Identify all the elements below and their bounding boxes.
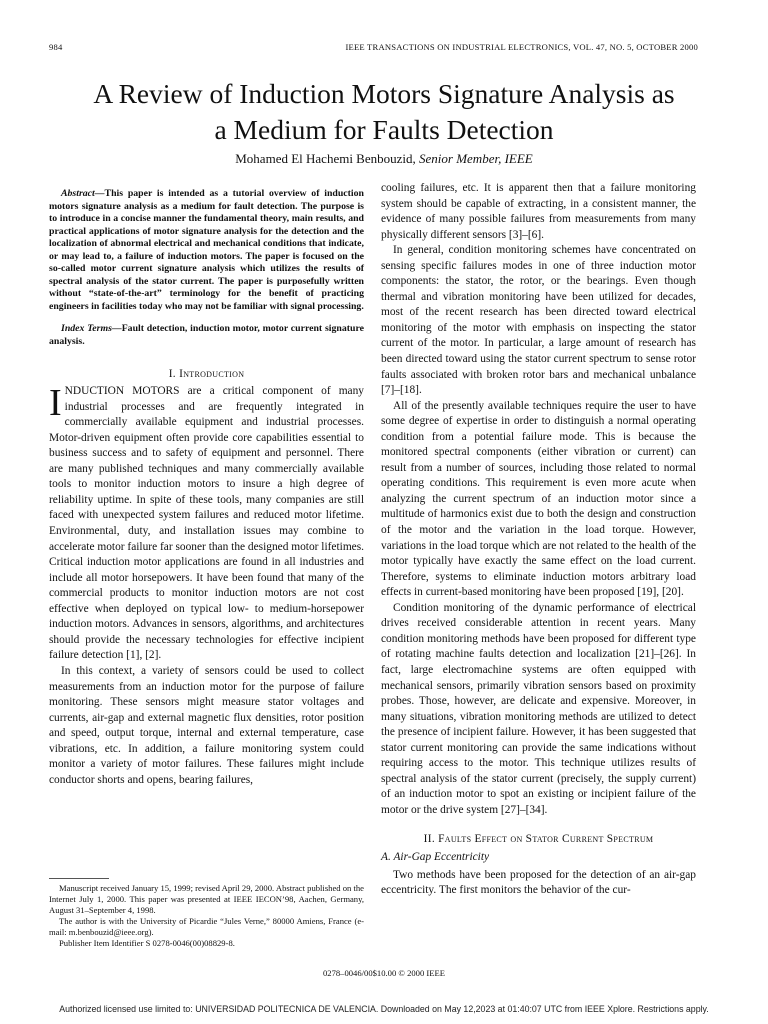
footnote-manuscript: Manuscript received January 15, 1999; revised April 29, 2000. Abstract published on the Internet July 1, 2000. This paper was presented at IEEE IECON’98, Aachen, Germany, August 31–September 4, 1998. bbox=[49, 883, 364, 915]
footnote-rule bbox=[49, 878, 109, 879]
right-column bbox=[381, 181, 696, 899]
footnote-author: The author is with the University of Picardie “Jules Verne,” 80000 Amiens, France (e-mail: m.benbouzid@ieee.org). bbox=[49, 915, 364, 937]
subsection-heading-air-gap: A. Air-Gap Eccentricity bbox=[381, 850, 490, 863]
intro-paragraph-1-text: are a critical component of many industrial processes and are frequently integrated in commercially available equipment and industrial processes. Motor-driven equipment often provide core capabilities essential to business success and to safety of equipment and personnel. There are many published techniques and many commercially available tools to monitor induction motors to insure a high degree of reliability uptime. In spite of these tools, many companies are still faced with unexpected system failures and reduced motor lifetime. Environmental, duty, and installation issues may combine to accelerate motor failure far sooner than the designed motor lifetimes. Critical induction motor applications are found in all industries and include all motor horsepowers. It have been found that many of the commercial products to monitor induction motors are not cost effective when deployed on typical low- to medium-horsepower induction motors. Advances in sensors, algorithms, and architectures should provide the necessary technologies for effective incipient failure detection [1], [2]. bbox=[49, 385, 365, 662]
intro-paragraph-2: In this context, a variety of sensors could be used to collect measurements from an induction motor for the purpose of failure monitoring. These sensors might measure stator voltages and currents, air-gap and external magnetic flux densities, rotor position and speed, output torque, internal and external temperature, case vibrations, etc. In addition, a failure monitoring system could monitor a variety of motor failures. These failures might include conductor shorts and opens, bearing failures, bbox=[49, 664, 364, 786]
right-paragraph-5: Two methods have been proposed for the detection of an air-gap eccentricity. The first monitors the behavior of the cur- bbox=[381, 868, 696, 897]
index-terms bbox=[49, 323, 364, 348]
title-line-2: a Medium for Faults Detection bbox=[214, 114, 554, 145]
title-line-1: A Review of Induction Motors Signature Analysis as bbox=[93, 78, 675, 109]
page-number: 984 bbox=[49, 42, 63, 52]
copyright-notice: 0278–0046/00$10.00 © 2000 IEEE bbox=[322, 968, 446, 978]
footnotes bbox=[49, 883, 364, 948]
author-line: Mohamed El Hachemi Benbouzid, Senior Member, IEEE bbox=[235, 151, 533, 166]
author-title: Senior Member, IEEE bbox=[419, 151, 533, 166]
section-heading-introduction: I. Introduction bbox=[168, 367, 245, 380]
journal-header: IEEE TRANSACTIONS ON INDUSTRIAL ELECTRONICS, VOL. 47, NO. 5, OCTOBER 2000 bbox=[345, 42, 698, 52]
index-terms-text: Fault detection, induction motor, motor current signature analysis. bbox=[49, 323, 364, 348]
footnote-publisher: Publisher Item Identifier S 0278-0046(00)08829-8. bbox=[59, 937, 235, 948]
right-paragraph-4: Condition monitoring of the dynamic performance of electrical drives received considerable attention in recent years. Many condition monitoring methods have been proposed for different type of rotating machine faults detection and localization [21]–[26]. In fact, large electromachine systems are often equipped with mechanical sensors, primarily vibration sensors based on proximity probes. Those, however, are delicate and expensive. Moreover, in many situations, vibration monitoring methods are utilized to detect the presence of incipient failure. However, it has been suggested that stator current monitoring can provide the same indications without requiring access to the motor. This technique utilizes results of spectral analysis of the stator current (precisely, the supply current) of an induction motor to spot an existing or incipient failure of the motor or the drive system [27]–[34]. bbox=[381, 601, 696, 816]
right-paragraph-1: cooling failures, etc. It is apparent then that a failure monitoring system should be capable of extracting, in a consistent manner, the evidence of many possible failures from measurements from many physically different sensors [3]–[6]. bbox=[381, 182, 696, 241]
abstract-text: This paper is intended as a tutorial overview of induction motors signature analysis as a medium for fault detection. The purpose is to introduce in a concise manner the fundamental theory, main results, and practical applications of motor signature analysis for the detection and the localization of abnormal electrical and mechanical conditions that indicate, or may lead to, a failure of induction motors. The paper is focused on the so-called motor current signature analysis which utilizes the results of spectral analysis of the stator current. The paper is purposefully written without “state-of-the-art” terminology for the benefit of practicing engineers in facilities today who may not be familiar with signal processing. bbox=[49, 188, 364, 312]
paper-title bbox=[40, 76, 728, 148]
intro-caps: NDUCTION MOTORS bbox=[64, 385, 180, 398]
abstract bbox=[49, 181, 364, 313]
section-heading-faults: II. Faults Effect on Stator Current Spectrum bbox=[423, 833, 654, 846]
index-terms-label: Index Terms— bbox=[61, 323, 122, 335]
right-paragraph-2: In general, condition monitoring schemes have concentrated on sensing specific failures modes in one of three induction motor components: the stator, the rotor, or the bearings. Even though thermal and vibration monitoring have been utilized for decades, most of the recent research has been directed toward electrical monitoring of the motor with emphasis on inspecting the stator current of the motor. In particular, a large amount of research has been directed toward using the stator current spectrum to sense rotor faults associated with broken rotor bars and mechanical unbalance [7]–[18]. bbox=[381, 244, 696, 397]
author-name: Mohamed El Hachemi Benbouzid bbox=[235, 151, 413, 166]
license-notice: Authorized licensed use limited to: UNIVERSIDAD POLITECNICA DE VALENCIA. Downloaded on May 12,2023 at 01:40:07 UTC from IEEE Xplore. Restrictions apply. bbox=[59, 1004, 709, 1014]
left-column bbox=[49, 181, 364, 788]
intro-paragraph-1 bbox=[49, 384, 364, 664]
abstract-label: Abstract— bbox=[61, 188, 105, 199]
drop-cap: I bbox=[49, 382, 62, 425]
right-paragraph-3: All of the presently available techniques require the user to have some degree of expertise in order to distinguish a normal operating condition from a potential failure mode. This is because the monitored spectral components (either vibration or current) can result from a number of sources, including those related to normal operating conditions. This requirement is even more acute when analyzing the current spectrum of an induction motor since a multitude of harmonics exist due to both the design and construction of the motor and the variation in the load torque. However, variations in the load torque which are not related to the health of the motor typically have exactly the same effect on the load current. Therefore, systems to eliminate induction motors arbitrary load effects in current-based monitoring have been proposed [19], [20]. bbox=[381, 399, 696, 599]
